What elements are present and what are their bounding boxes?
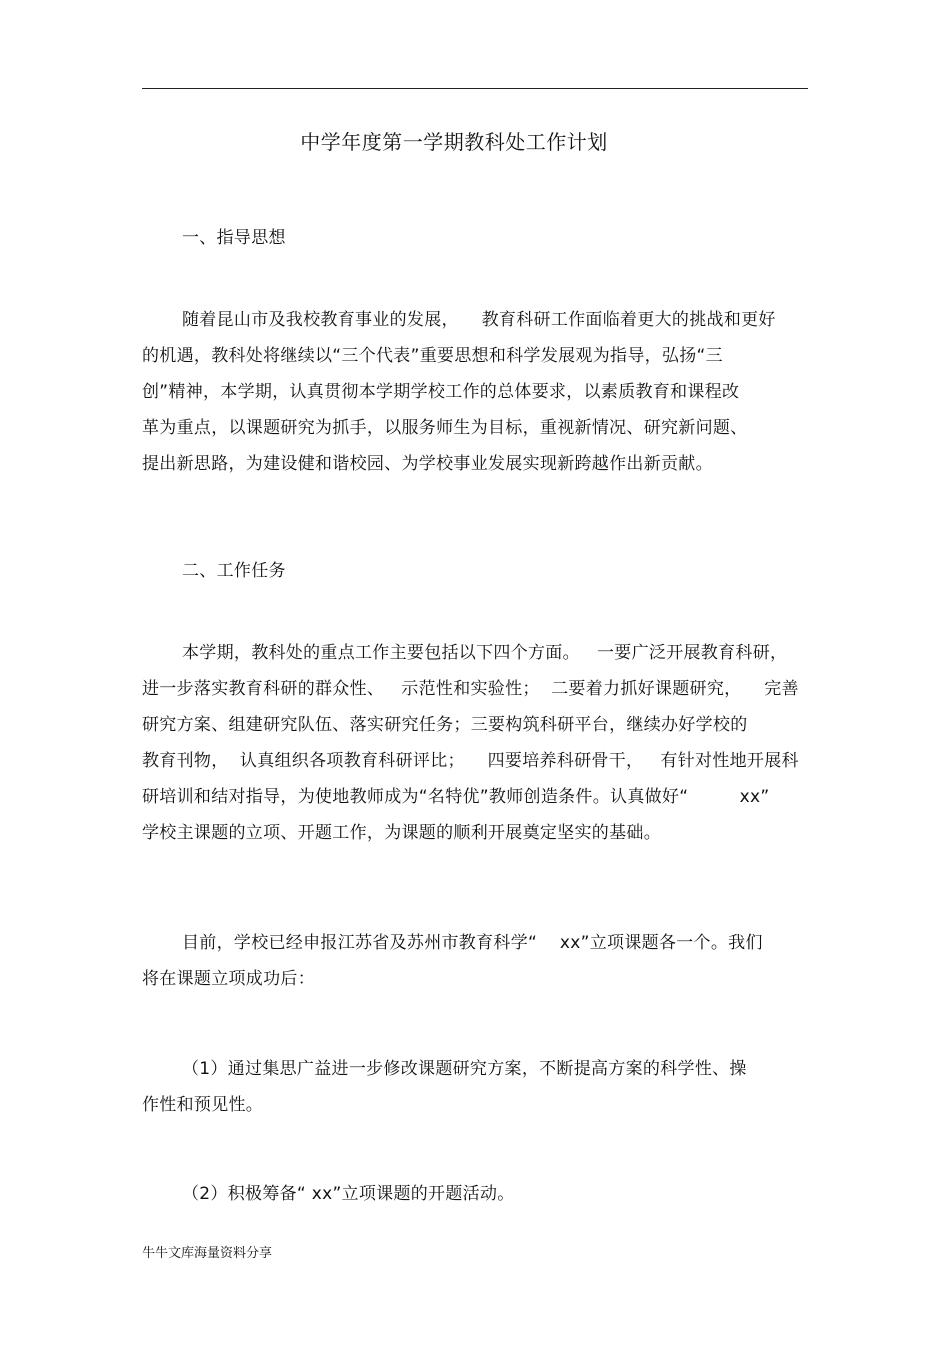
paragraph-line: 教育刊物， 认真组织各项教育科研评比； 四要培养科研骨干， 有针对性地开展科 [142, 751, 799, 771]
top-rule [142, 88, 808, 89]
paragraph-line: 提出新思路，为建设健和谐校园、为学校事业发展实现新跨越作出新贡献。 [142, 454, 713, 474]
paragraph-line: （1）通过集思广益进一步修改课题研究方案，不断提高方案的科学性、操 [182, 1059, 747, 1079]
footer-text: 牛牛文库海量资料分享 [142, 1246, 273, 1261]
document-title: 中学年度第一学期教科处工作计划 [300, 130, 608, 154]
paragraph-line: 进一步落实教育科研的群众性、 示范性和实验性； 二要着力抓好课题研究， 完善 [142, 679, 799, 699]
paragraph-tasks [142, 639, 799, 847]
paragraph-line: 的机遇，教科处将继续以“三个代表”重要思想和科学发展观为指导，弘扬“三 [142, 346, 723, 366]
paragraph-current-status [142, 929, 763, 993]
paragraph-line: 学校主课题的立项、开题工作，为课题的顺利开展奠定坚实的基础。 [142, 823, 661, 843]
list-item-1 [142, 1055, 747, 1119]
paragraph-line: 革为重点，以课题研究为抓手，以服务师生为目标，重视新情况、研究新问题、 [142, 418, 748, 438]
paragraph-line: 研究方案、组建研究队伍、落实研究任务；三要构筑科研平台，继续办好学校的 [142, 715, 748, 735]
section-heading-guiding-thought: 一、指导思想 [182, 228, 286, 248]
paragraph-line: 随着昆山市及我校教育事业的发展， 教育科研工作面临着更大的挑战和更好 [182, 310, 776, 330]
section-heading-tasks: 二、工作任务 [182, 561, 286, 581]
paragraph-line: 将在课题立项成功后： [142, 969, 315, 989]
paragraph-line: （2）积极筹备“ xx”立项课题的开题活动。 [182, 1184, 515, 1204]
paragraph-line: 目前，学校已经申报江苏省及苏州市教育科学“ xx”立项课题各一个。我们 [182, 933, 763, 953]
paragraph-line: 研培训和结对指导，为使地教师成为“名特优”教师创造条件。认真做好“ xx” [142, 787, 770, 807]
paragraph-line: 创”精神，本学期，认真贯彻本学期学校工作的总体要求，以素质教育和课程改 [142, 382, 740, 402]
paragraph-guiding-thought [142, 306, 776, 478]
paragraph-line: 本学期，教科处的重点工作主要包括以下四个方面。 一要广泛开展教育科研， [182, 643, 788, 663]
list-item-2 [142, 1180, 515, 1208]
paragraph-line: 作性和预见性。 [142, 1095, 264, 1115]
